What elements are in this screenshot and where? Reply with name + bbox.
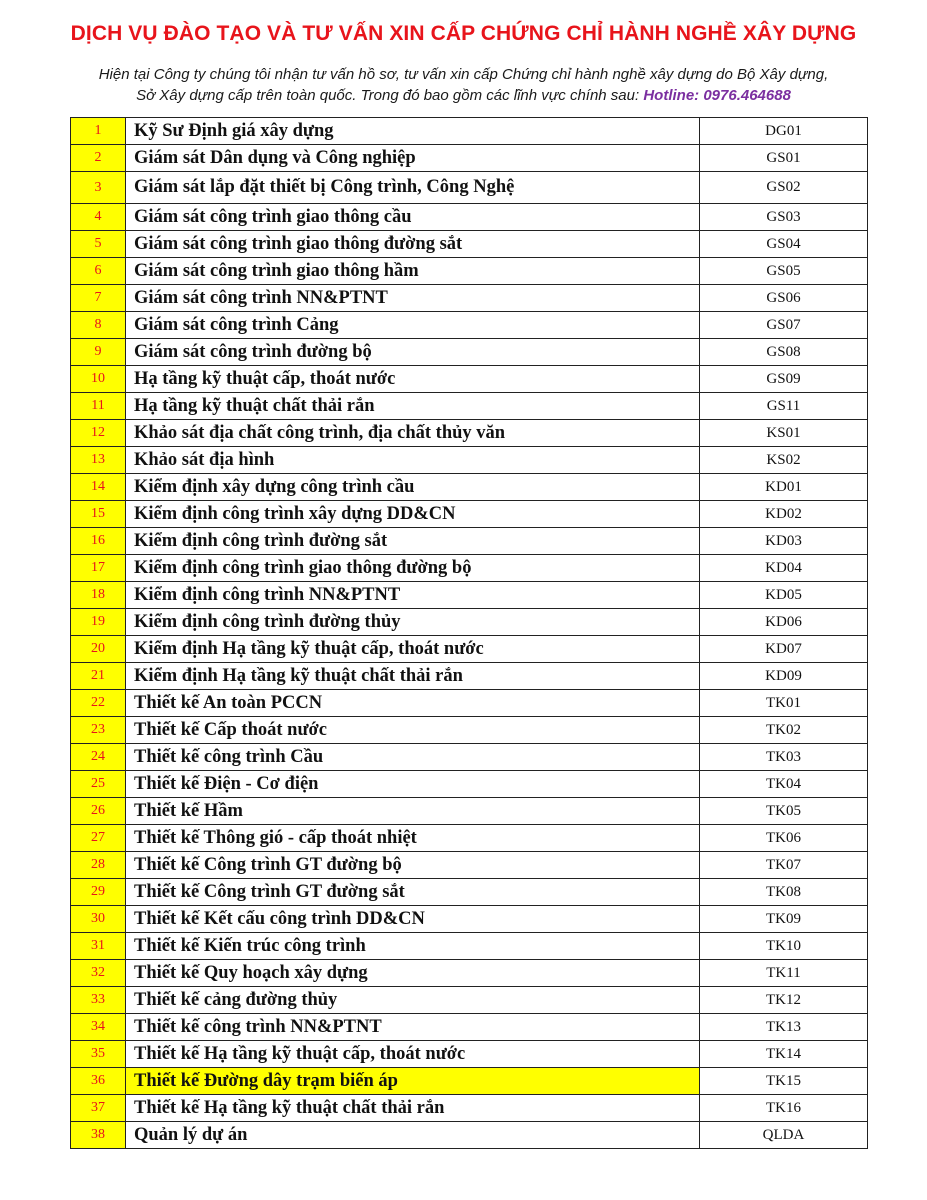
field-code: TK15 [700,1068,868,1095]
field-name: Thiết kế Hầm [126,798,700,825]
field-code: TK16 [700,1095,868,1122]
hotline: Hotline: 0976.464688 [643,87,791,104]
field-code: TK08 [700,879,868,906]
row-number: 11 [71,393,126,420]
certificate-table [70,117,868,1149]
table-row [71,1041,868,1068]
table-row [71,933,868,960]
field-code: GS01 [700,145,868,172]
table-row [71,501,868,528]
field-name: Giám sát công trình giao thông hầm [126,258,700,285]
field-name: Thiết kế công trình Cầu [126,744,700,771]
field-code: TK14 [700,1041,868,1068]
table-row [71,145,868,172]
field-name: Thiết kế Công trình GT đường sắt [126,879,700,906]
field-code: GS03 [700,204,868,231]
table-row [71,663,868,690]
row-number: 1 [71,118,126,145]
field-code: GS04 [700,231,868,258]
row-number: 6 [71,258,126,285]
table-row [71,636,868,663]
field-name: Giám sát công trình NN&PTNT [126,285,700,312]
field-name: Kiểm định công trình đường sắt [126,528,700,555]
field-code: KD06 [700,609,868,636]
field-name: Thiết kế Kiến trúc công trình [126,933,700,960]
field-code: TK10 [700,933,868,960]
field-name: Khảo sát địa chất công trình, địa chất thủy văn [126,420,700,447]
field-name: Kiểm định Hạ tầng kỹ thuật cấp, thoát nước [126,636,700,663]
field-name: Khảo sát địa hình [126,447,700,474]
field-code: GS09 [700,366,868,393]
row-number: 32 [71,960,126,987]
field-code: TK09 [700,906,868,933]
row-number: 36 [71,1068,126,1095]
table-row [71,555,868,582]
field-code: DG01 [700,118,868,145]
field-name: Thiết kế Công trình GT đường bộ [126,852,700,879]
table-row [71,609,868,636]
table-row [71,987,868,1014]
table-row [71,879,868,906]
table-row [71,285,868,312]
row-number: 28 [71,852,126,879]
field-code: GS06 [700,285,868,312]
row-number: 17 [71,555,126,582]
intro-paragraph [0,64,927,106]
field-code: TK07 [700,852,868,879]
row-number: 33 [71,987,126,1014]
table-row [71,1122,868,1149]
row-number: 22 [71,690,126,717]
field-code: TK01 [700,690,868,717]
field-name: Kiểm định công trình xây dựng DD&CN [126,501,700,528]
field-name: Thiết kế Điện - Cơ điện [126,771,700,798]
field-code: KD05 [700,582,868,609]
table-row [71,231,868,258]
row-number: 34 [71,1014,126,1041]
field-name: Thiết kế Hạ tầng kỹ thuật chất thải rắn [126,1095,700,1122]
row-number: 38 [71,1122,126,1149]
row-number: 21 [71,663,126,690]
table-row [71,474,868,501]
certificate-table-body [71,118,868,1149]
field-code: TK13 [700,1014,868,1041]
field-code: GS11 [700,393,868,420]
field-name: Thiết kế Cấp thoát nước [126,717,700,744]
table-row [71,366,868,393]
table-row [71,1014,868,1041]
field-name: Thiết kế Đường dây trạm biến áp [126,1068,700,1095]
field-code: KD01 [700,474,868,501]
field-name: Kiểm định Hạ tầng kỹ thuật chất thải rắn [126,663,700,690]
field-name: Giám sát công trình Cảng [126,312,700,339]
field-name: Kiểm định công trình giao thông đường bộ [126,555,700,582]
table-row [71,744,868,771]
intro-line-2-text: Sở Xây dựng cấp trên toàn quốc. Trong đó bao gồm các lĩnh vực chính sau: [136,87,640,104]
intro-line-1: Hiện tại Công ty chúng tôi nhận tư vấn hồ sơ, tư vấn xin cấp Chứng chỉ hành nghề xây dựng do Bộ Xây dựng, [98,66,829,83]
field-name: Giám sát lắp đặt thiết bị Công trình, Công Nghệ [126,172,700,204]
table-row [71,1068,868,1095]
row-number: 26 [71,798,126,825]
field-code: QLDA [700,1122,868,1149]
field-name: Thiết kế cảng đường thủy [126,987,700,1014]
field-name: Kỹ Sư Định giá xây dựng [126,118,700,145]
field-code: GS05 [700,258,868,285]
table-row [71,258,868,285]
field-code: TK05 [700,798,868,825]
field-code: TK06 [700,825,868,852]
field-name: Thiết kế Hạ tầng kỹ thuật cấp, thoát nước [126,1041,700,1068]
table-row [71,771,868,798]
field-name: Giám sát công trình đường bộ [126,339,700,366]
row-number: 3 [71,172,126,204]
row-number: 9 [71,339,126,366]
row-number: 30 [71,906,126,933]
field-code: TK11 [700,960,868,987]
row-number: 10 [71,366,126,393]
row-number: 4 [71,204,126,231]
row-number: 20 [71,636,126,663]
field-code: KS02 [700,447,868,474]
row-number: 5 [71,231,126,258]
table-row [71,172,868,204]
row-number: 25 [71,771,126,798]
field-code: KS01 [700,420,868,447]
row-number: 13 [71,447,126,474]
field-code: TK02 [700,717,868,744]
field-name: Kiểm định công trình đường thủy [126,609,700,636]
table-row [71,825,868,852]
row-number: 2 [71,145,126,172]
table-row [71,312,868,339]
field-name: Kiểm định công trình NN&PTNT [126,582,700,609]
field-code: GS08 [700,339,868,366]
table-row [71,582,868,609]
field-name: Quản lý dự án [126,1122,700,1149]
row-number: 12 [71,420,126,447]
field-name: Giám sát Dân dụng và Công nghiệp [126,145,700,172]
field-name: Thiết kế Kết cấu công trình DD&CN [126,906,700,933]
field-code: TK03 [700,744,868,771]
field-code: KD03 [700,528,868,555]
table-row [71,906,868,933]
field-code: KD02 [700,501,868,528]
field-name: Thiết kế công trình NN&PTNT [126,1014,700,1041]
row-number: 7 [71,285,126,312]
row-number: 29 [71,879,126,906]
row-number: 16 [71,528,126,555]
row-number: 37 [71,1095,126,1122]
table-row [71,528,868,555]
row-number: 27 [71,825,126,852]
field-name: Hạ tầng kỹ thuật cấp, thoát nước [126,366,700,393]
field-code: GS02 [700,172,868,204]
row-number: 14 [71,474,126,501]
table-row [71,1095,868,1122]
row-number: 19 [71,609,126,636]
field-code: GS07 [700,312,868,339]
field-name: Thiết kế Thông gió - cấp thoát nhiệt [126,825,700,852]
row-number: 15 [71,501,126,528]
row-number: 31 [71,933,126,960]
row-number: 18 [71,582,126,609]
row-number: 35 [71,1041,126,1068]
table-row [71,118,868,145]
table-row [71,798,868,825]
table-row [71,204,868,231]
table-row [71,339,868,366]
field-code: KD09 [700,663,868,690]
field-name: Giám sát công trình giao thông đường sắt [126,231,700,258]
table-row [71,852,868,879]
field-code: TK12 [700,987,868,1014]
field-code: TK04 [700,771,868,798]
table-row [71,420,868,447]
table-row [71,960,868,987]
field-name: Thiết kế Quy hoạch xây dựng [126,960,700,987]
page-title: DỊCH VỤ ĐÀO TẠO VÀ TƯ VẤN XIN CẤP CHỨNG CHỈ HÀNH NGHỀ XÂY DỰNG [70,22,857,45]
field-name: Thiết kế An toàn PCCN [126,690,700,717]
row-number: 23 [71,717,126,744]
field-name: Giám sát công trình giao thông cầu [126,204,700,231]
row-number: 24 [71,744,126,771]
field-code: KD07 [700,636,868,663]
field-name: Kiểm định xây dựng công trình cầu [126,474,700,501]
row-number: 8 [71,312,126,339]
field-code: KD04 [700,555,868,582]
field-name: Hạ tầng kỹ thuật chất thải rắn [126,393,700,420]
table-row [71,447,868,474]
table-row [71,393,868,420]
intro-line-2 [0,85,927,106]
table-row [71,690,868,717]
table-row [71,717,868,744]
